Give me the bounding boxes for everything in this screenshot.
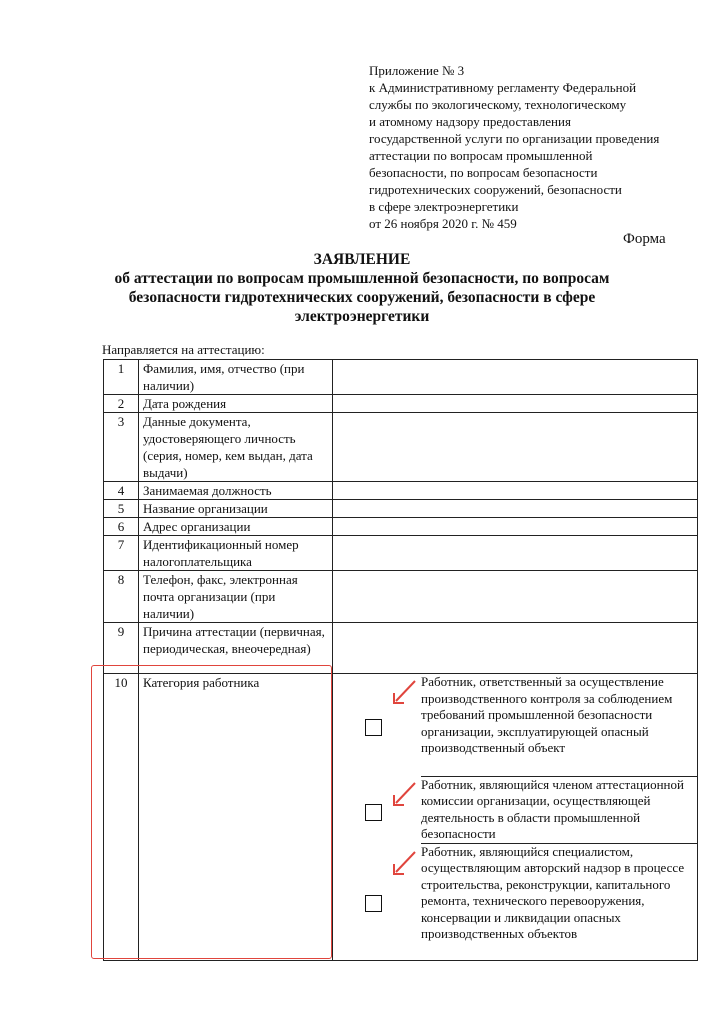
title-line: об аттестации по вопросам промышленной безопасности, по вопросам — [114, 270, 610, 287]
appendix-line: государственной услуги по организации проведения — [369, 131, 660, 146]
value-field-inn[interactable] — [333, 536, 698, 571]
appendix-line: и атомному надзору предоставления — [369, 114, 571, 129]
red-arrow-icon — [389, 678, 419, 708]
table-row — [104, 536, 698, 571]
appendix-line: в сфере электроэнергетики — [369, 199, 519, 214]
appendix-line: от 26 ноября 2020 г. № 459 — [369, 216, 517, 231]
value-field-birth-date[interactable] — [333, 395, 698, 413]
value-field-org-address[interactable] — [333, 518, 698, 536]
row-label: Фамилия, имя, отчество (при наличии) — [139, 360, 333, 395]
appendix-line: службы по экологическому, технологическому — [369, 97, 627, 112]
table-row — [104, 518, 698, 536]
table-row — [104, 360, 698, 395]
annotation-frame — [91, 665, 332, 959]
row-number: 5 — [104, 500, 139, 518]
red-arrow-icon — [389, 849, 419, 879]
table-row — [104, 413, 698, 482]
table-row — [104, 500, 698, 518]
row-label: Телефон, факс, электронная почта организации (при наличии) — [139, 571, 333, 623]
table-row — [104, 395, 698, 413]
table-row — [104, 482, 698, 500]
row-number: 3 — [104, 413, 139, 482]
value-field-full-name[interactable] — [333, 360, 698, 395]
category-option — [333, 843, 697, 960]
table-row — [104, 571, 698, 623]
appendix-line: к Административному регламенту Федеральной — [369, 80, 637, 95]
red-arrow-icon — [389, 780, 419, 810]
sent-label: Направляется на аттестацию: — [102, 342, 265, 357]
row-label: Дата рождения — [139, 395, 333, 413]
category-options-table — [333, 674, 697, 960]
row-label: Занимаемая должность — [139, 482, 333, 500]
appendix-line: аттестации по вопросам промышленной — [369, 148, 593, 163]
row-label: Название организации — [139, 500, 333, 518]
row-number: 6 — [104, 518, 139, 536]
appendix-line: безопасности, по вопросам безопасности — [369, 165, 598, 180]
value-field-position[interactable] — [333, 482, 698, 500]
value-field-org-name[interactable] — [333, 500, 698, 518]
row-number: 2 — [104, 395, 139, 413]
row-number: 4 — [104, 482, 139, 500]
row-number: 7 — [104, 536, 139, 571]
row-label: Адрес организации — [139, 518, 333, 536]
value-field-reason[interactable] — [333, 623, 698, 674]
appendix-header — [369, 62, 714, 232]
category-text: Работник, ответственный за осуществление производственного контроля за соблюдением требований промышленной безопасности организации, эксплуатирующей опасный производственный объект — [421, 674, 673, 755]
row-label: Категория работника — [139, 674, 333, 961]
category-text: Работник, являющийся членом аттестационной комиссии организации, осуществляющей деятельность в области промышленной безопасности — [421, 776, 697, 843]
document-title — [60, 250, 664, 326]
row-label: Причина аттестации (первичная, периодическая, внеочередная) — [139, 623, 333, 674]
appendix-line: гидротехнических сооружений, безопасности — [369, 182, 622, 197]
category-checkbox[interactable] — [365, 719, 382, 736]
category-text: Работник, являющийся специалистом, осуществляющим авторский надзор в процессе строительства, реконструкции, капитального ремонта, технического перевооружения, консервации и ликвидации опасных производственных объектов — [421, 843, 697, 960]
row-number: 8 — [104, 571, 139, 623]
value-field-contacts[interactable] — [333, 571, 698, 623]
row-number: 10 — [104, 674, 139, 961]
title-main: ЗАЯВЛЕНИЕ — [313, 251, 411, 268]
form-label: Форма — [623, 231, 666, 247]
category-option — [333, 776, 697, 843]
title-line: безопасности гидротехнических сооружений, безопасности в сфере — [128, 289, 596, 306]
appendix-line: Приложение № 3 — [369, 63, 465, 78]
row-label: Идентификационный номер налогоплательщика — [139, 536, 333, 571]
row-number: 9 — [104, 623, 139, 674]
category-checkbox[interactable] — [365, 895, 382, 912]
row-number: 1 — [104, 360, 139, 395]
category-option — [333, 674, 697, 776]
category-options — [333, 674, 698, 961]
value-field-id-document[interactable] — [333, 413, 698, 482]
title-line: электроэнергетики — [294, 308, 430, 325]
row-label: Данные документа, удостоверяющего личность (серия, номер, кем выдан, дата выдачи) — [139, 413, 333, 482]
category-checkbox[interactable] — [365, 804, 382, 821]
